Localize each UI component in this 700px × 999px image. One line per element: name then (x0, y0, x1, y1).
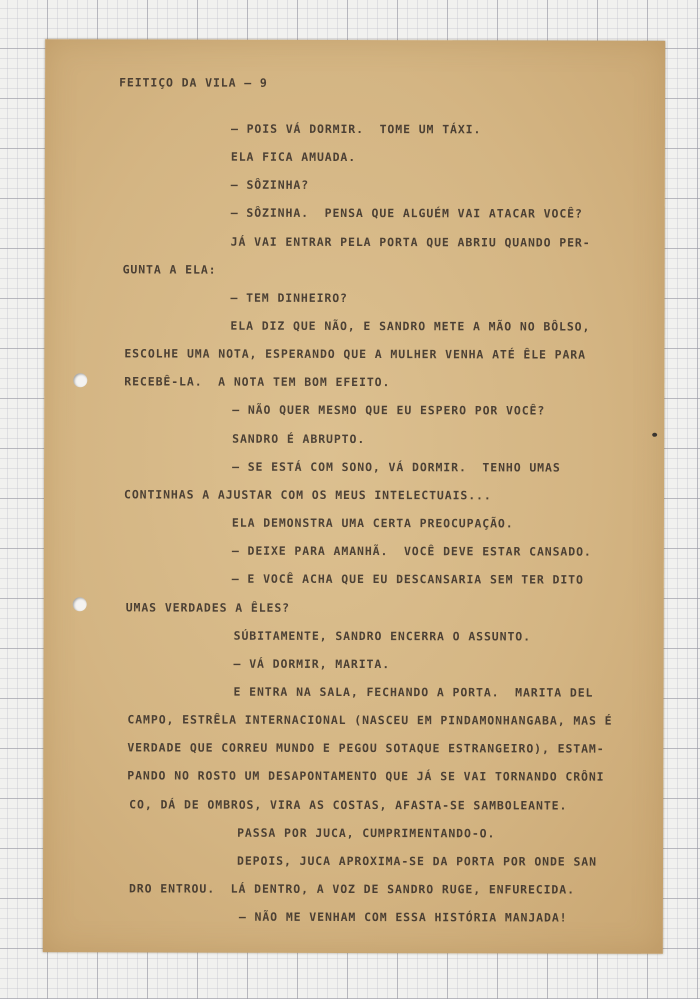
text-line: — E VOCÊ ACHA QUE EU DESCANSARIA SEM TER DITO (231, 571, 584, 587)
text-line: ELA DIZ QUE NÃO, E SANDRO METE A MÃO NO BÔLSO, (230, 318, 591, 334)
text-line: DRO ENTROU. LÁ DENTRO, A VOZ DE SANDRO RUGE, ENFURECIDA. (128, 881, 575, 897)
text-line: DEPOIS, JUCA APROXIMA-SE DA PORTA POR ONDE SAN (237, 853, 597, 869)
text-line: — TEM DINHEIRO? (230, 290, 348, 305)
text-line: — DEIXE PARA AMANHÃ. VOCÊ DEVE ESTAR CANSADO. (231, 543, 592, 559)
page-header: FEITIÇO DA VILA — 9 (119, 75, 268, 90)
text-line: CO, DÁ DE OMBROS, VIRA AS COSTAS, AFASTA-SE SAMBOLEANTE. (129, 797, 568, 813)
text-line: PASSA POR JUCA, CUMPRIMENTANDO-O. (237, 825, 496, 841)
text-line: GUNTA A ELA: (122, 262, 217, 277)
text-line: ELA FICA AMUADA. (230, 149, 357, 165)
text-line: ELA DEMONSTRA UMA CERTA PREOCUPAÇÃO. (231, 515, 514, 531)
text-line: — NÃO QUER MESMO QUE EU ESPERO POR VOCÊ? (232, 402, 546, 418)
text-line: — SÔZINHA. PENSA QUE ALGUÉM VAI ATACAR VOCÊ? (230, 205, 583, 221)
binder-hole (73, 373, 87, 387)
text-line: CONTINHAS A AJUSTAR COM OS MEUS INTELECTUAIS... (123, 487, 492, 503)
text-line: — POIS VÁ DORMIR. TOME UM TÁXI. (230, 121, 482, 137)
typewritten-page (43, 39, 665, 954)
text-line: CAMPO, ESTRÊLA INTERNACIONAL (NASCEU EM PINDAMONHANGABA, MAS É (127, 712, 613, 728)
text-line: — SÔZINHA? (230, 177, 310, 192)
text-line: E ENTRA NA SALA, FECHANDO A PORTA. MARITA DEL (233, 684, 594, 700)
binder-hole (73, 597, 87, 611)
text-line: ESCOLHE UMA NOTA, ESPERANDO QUE A MULHER VENHA ATÉ ÊLE PARA (124, 346, 586, 362)
text-line: PANDO NO ROSTO UM DESAPONTAMENTO QUE JÁ SE VAI TORNANDO CRÔNI (127, 768, 605, 784)
text-line: SÚBITAMENTE, SANDRO ENCERRA O ASSUNTO. (233, 628, 531, 644)
text-line: — NÃO ME VENHAM COM ESSA HISTÓRIA MANJADA! (238, 909, 568, 925)
text-line: — SE ESTÁ COM SONO, VÁ DORMIR. TENHO UMAS (232, 459, 561, 475)
text-line: RECEBÊ-LA. A NOTA TEM BOM EFEITO. (124, 374, 391, 390)
text-line: VERDADE QUE CORREU MUNDO E PEGOU SOTAQUE ESTRANGEIRO), ESTAM- (127, 740, 605, 756)
text-line: SANDRO É ABRUPTO. (232, 431, 366, 447)
text-line: JÁ VAI ENTRAR PELA PORTA QUE ABRIU QUANDO PER- (230, 234, 591, 250)
ink-speck (652, 433, 657, 437)
text-line: — VÁ DORMIR, MARITA. (233, 656, 391, 672)
text-line: UMAS VERDADES A ÊLES? (125, 600, 291, 615)
